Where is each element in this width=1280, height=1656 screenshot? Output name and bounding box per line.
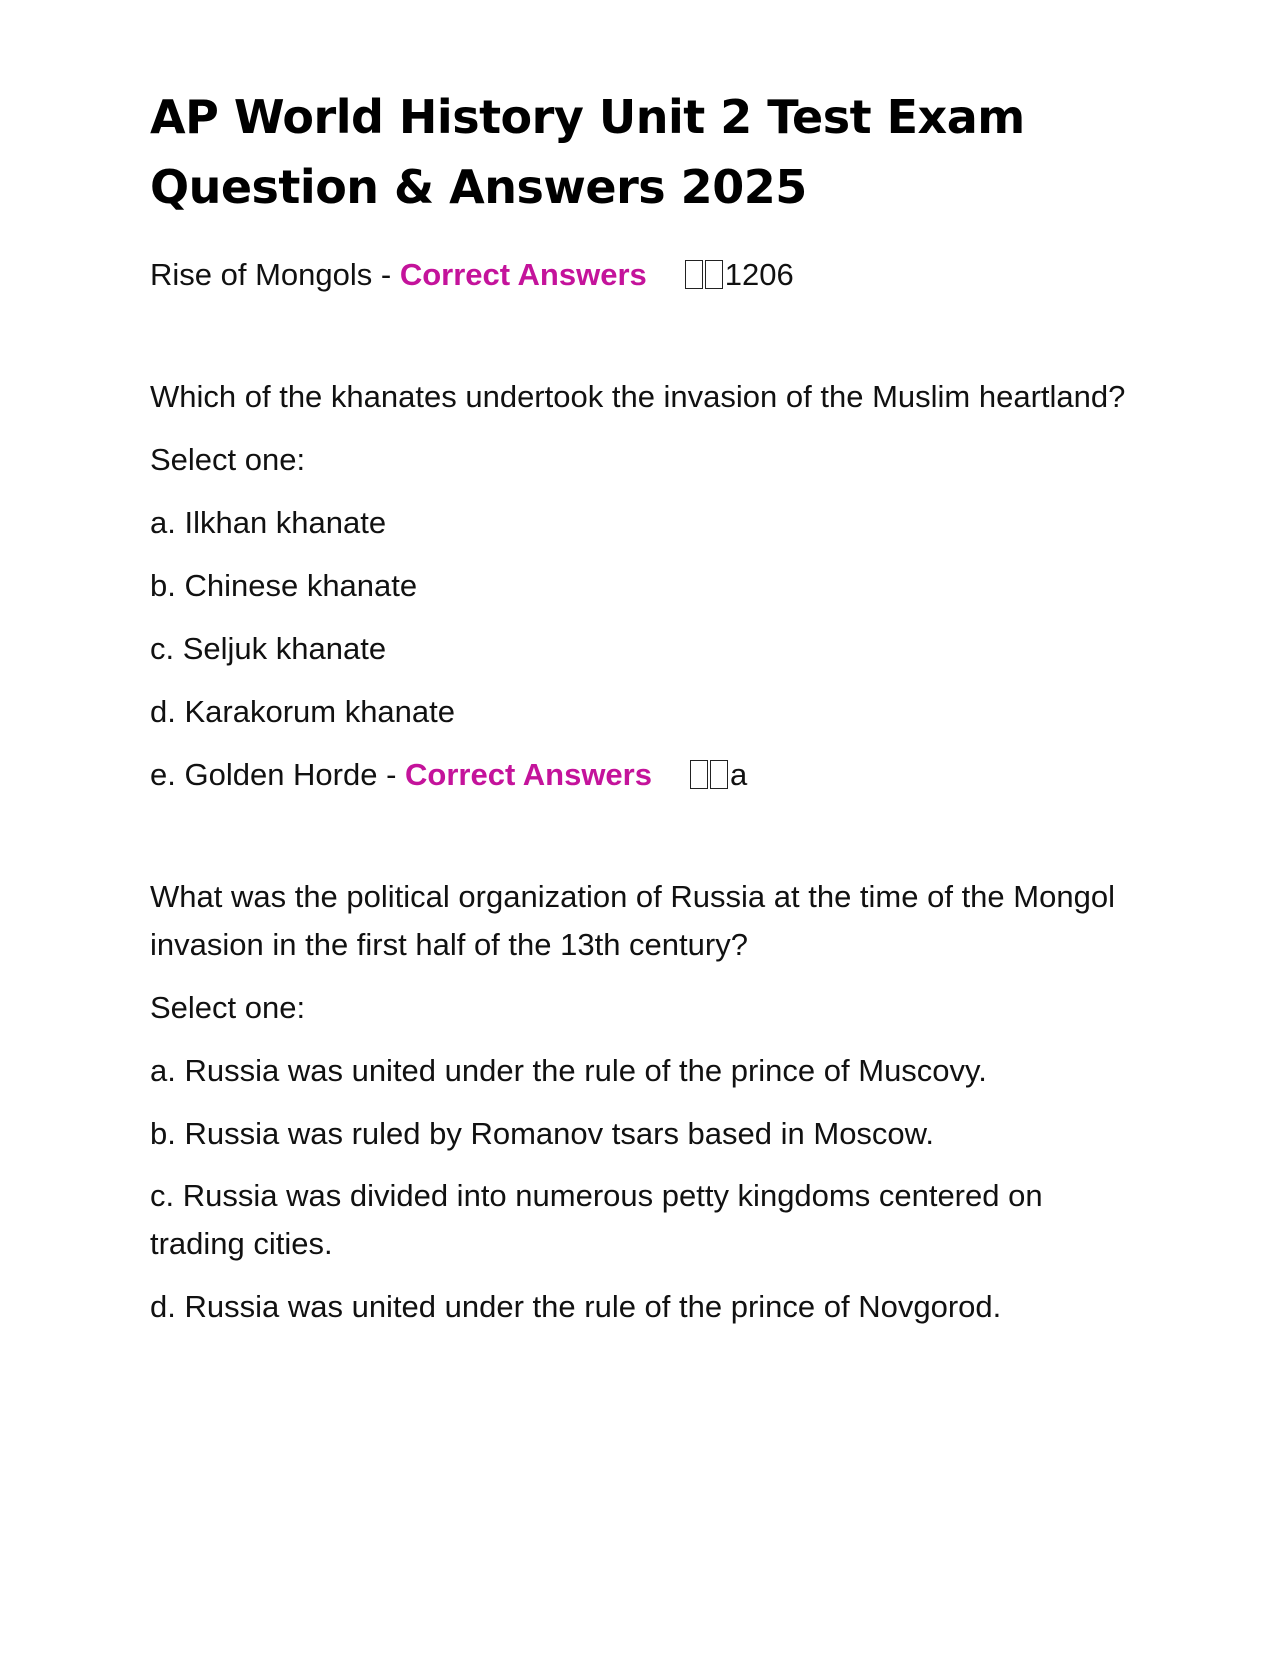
missing-glyph-icon bbox=[690, 751, 730, 801]
q1-option-d: d. Karakorum khanate bbox=[150, 694, 456, 729]
intro-question-text: Rise of Mongols - bbox=[150, 257, 400, 292]
intro-answer-value: 1206 bbox=[724, 257, 794, 292]
intro-answer-label: Correct Answers bbox=[399, 257, 647, 292]
q2-option-b: b. Russia was ruled by Romanov tsars based in Moscow. bbox=[150, 1116, 934, 1151]
q1-option-b: b. Chinese khanate bbox=[150, 568, 418, 603]
q2-question: What was the political organization of Russia at the time of the Mongol invasion in the first half of the 13th century? bbox=[150, 879, 1115, 962]
title-line-2: Question & Answers 2025 bbox=[150, 160, 807, 214]
q1-option-e-text: e. Golden Horde - bbox=[150, 757, 406, 792]
document-page bbox=[150, 0, 1140, 1332]
document-title bbox=[150, 82, 1140, 222]
intro-question bbox=[150, 250, 1140, 301]
q1-answer-value: a bbox=[729, 757, 748, 792]
q1-option-c: c. Seljuk khanate bbox=[150, 631, 387, 666]
missing-glyph-icon bbox=[685, 251, 725, 301]
q1-question: Which of the khanates undertook the invasion of the Muslim heartland? bbox=[150, 379, 1126, 414]
q2-option-a: a. Russia was united under the rule of the prince of Muscovy. bbox=[150, 1053, 987, 1088]
q1-prompt: Select one: bbox=[150, 442, 306, 477]
title-line-1: AP World History Unit 2 Test Exam bbox=[150, 90, 1025, 144]
q1-option-e bbox=[150, 750, 1140, 801]
q1-answer-label: Correct Answers bbox=[405, 757, 652, 792]
q2-prompt: Select one: bbox=[150, 990, 306, 1025]
q2-option-c: c. Russia was divided into numerous petty kingdoms centered on trading cities. bbox=[150, 1178, 1043, 1261]
q1-option-a: a. Ilkhan khanate bbox=[150, 505, 387, 540]
q2-option-d: d. Russia was united under the rule of the prince of Novgorod. bbox=[150, 1289, 1002, 1324]
